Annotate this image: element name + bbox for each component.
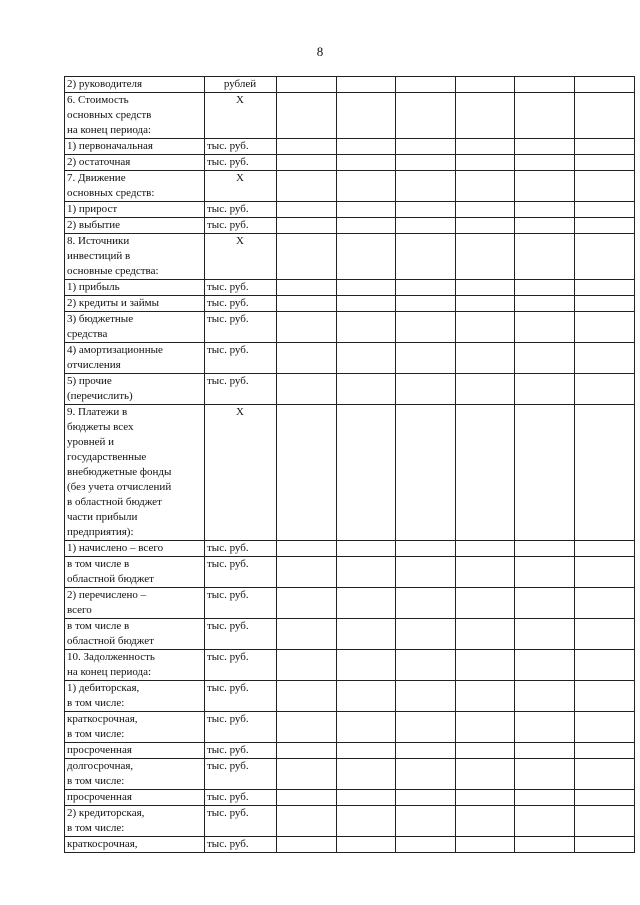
value-cell xyxy=(277,296,337,312)
value-cell xyxy=(574,557,634,588)
table-row xyxy=(65,218,635,234)
table-row xyxy=(65,93,635,139)
value-cell xyxy=(515,296,575,312)
value-cell xyxy=(336,155,396,171)
unit-cell: тыс. руб. xyxy=(205,296,277,312)
unit-cell: тыс. руб. xyxy=(205,681,277,712)
value-cell xyxy=(574,681,634,712)
unit-cell: тыс. руб. xyxy=(205,139,277,155)
indicator-name-line: основных средств xyxy=(67,109,152,121)
value-cell xyxy=(336,171,396,202)
indicator-name-line: инвестиций в xyxy=(67,250,131,262)
value-cell xyxy=(515,790,575,806)
indicator-name-cell xyxy=(65,588,205,619)
value-cell xyxy=(277,202,337,218)
indicator-name-cell xyxy=(65,77,205,93)
value-cell xyxy=(574,712,634,743)
indicator-name-line: краткосрочная, xyxy=(67,713,138,725)
unit-cell: тыс. руб. xyxy=(205,588,277,619)
indicator-name-line: в том числе: xyxy=(67,728,125,740)
indicator-name-line: (перечислить) xyxy=(67,390,133,402)
value-cell xyxy=(574,218,634,234)
value-cell xyxy=(396,312,456,343)
indicator-name-line: основные средства: xyxy=(67,265,159,277)
value-cell xyxy=(336,650,396,681)
indicator-name-line: (без учета отчислений xyxy=(67,481,172,493)
unit-cell: тыс. руб. xyxy=(205,743,277,759)
value-cell xyxy=(336,588,396,619)
indicator-name-line: в том числе: xyxy=(67,697,125,709)
value-cell xyxy=(277,759,337,790)
table-row xyxy=(65,234,635,280)
unit-cell: тыс. руб. xyxy=(205,374,277,405)
value-cell xyxy=(515,837,575,853)
indicator-name-cell xyxy=(65,171,205,202)
indicator-name-cell xyxy=(65,312,205,343)
value-cell xyxy=(277,93,337,139)
unit-cell: тыс. руб. xyxy=(205,280,277,296)
unit-cell: тыс. руб. xyxy=(205,218,277,234)
indicator-name-line: 4) амортизационные xyxy=(67,344,163,356)
value-cell xyxy=(396,405,456,541)
value-cell xyxy=(277,712,337,743)
indicator-name-cell xyxy=(65,343,205,374)
value-cell xyxy=(455,759,515,790)
table-row xyxy=(65,541,635,557)
value-cell xyxy=(455,557,515,588)
table-row xyxy=(65,405,635,541)
indicator-name-line: в том числе в xyxy=(67,620,130,632)
value-cell xyxy=(455,93,515,139)
table-row xyxy=(65,139,635,155)
value-cell xyxy=(455,171,515,202)
value-cell xyxy=(455,280,515,296)
value-cell xyxy=(336,837,396,853)
indicator-name-cell xyxy=(65,218,205,234)
value-cell xyxy=(574,405,634,541)
indicator-name-line: просроченная xyxy=(67,744,132,756)
table-row xyxy=(65,77,635,93)
indicator-name-line: 1) прибыль xyxy=(67,281,120,293)
value-cell xyxy=(515,806,575,837)
indicator-name-line: 7. Движение xyxy=(67,172,126,184)
indicator-name-line: отчисления xyxy=(67,359,121,371)
value-cell xyxy=(277,541,337,557)
table-row xyxy=(65,296,635,312)
value-cell xyxy=(336,557,396,588)
value-cell xyxy=(455,77,515,93)
indicator-name-line: 2) выбытие xyxy=(67,219,121,231)
value-cell xyxy=(396,650,456,681)
value-cell xyxy=(336,77,396,93)
value-cell xyxy=(336,93,396,139)
table-row xyxy=(65,202,635,218)
value-cell xyxy=(396,588,456,619)
indicator-name-line: 2) перечислено – xyxy=(67,589,147,601)
value-cell xyxy=(455,790,515,806)
indicator-name-line: 1) первоначальная xyxy=(67,140,153,152)
indicator-name-cell xyxy=(65,405,205,541)
indicator-name-line: в том числе: xyxy=(67,775,125,787)
indicator-name-cell xyxy=(65,712,205,743)
value-cell xyxy=(277,588,337,619)
indicator-name-line: государственные xyxy=(67,451,147,463)
value-cell xyxy=(515,743,575,759)
unit-cell: тыс. руб. xyxy=(205,650,277,681)
unit-cell: тыс. руб. xyxy=(205,155,277,171)
indicator-name-cell xyxy=(65,619,205,650)
indicator-name-line: средства xyxy=(67,328,108,340)
value-cell xyxy=(277,234,337,280)
value-cell xyxy=(336,759,396,790)
value-cell xyxy=(515,93,575,139)
indicator-name-cell xyxy=(65,541,205,557)
value-cell xyxy=(396,681,456,712)
value-cell xyxy=(455,405,515,541)
value-cell xyxy=(396,374,456,405)
unit-cell: тыс. руб. xyxy=(205,343,277,374)
value-cell xyxy=(574,759,634,790)
value-cell xyxy=(515,171,575,202)
value-cell xyxy=(277,343,337,374)
value-cell xyxy=(336,202,396,218)
value-cell xyxy=(396,234,456,280)
value-cell xyxy=(455,218,515,234)
value-cell xyxy=(277,155,337,171)
unit-cell: тыс. руб. xyxy=(205,541,277,557)
value-cell xyxy=(336,806,396,837)
value-cell xyxy=(336,790,396,806)
page-number: 8 xyxy=(316,44,324,59)
value-cell xyxy=(396,171,456,202)
value-cell xyxy=(455,650,515,681)
indicator-name-cell xyxy=(65,155,205,171)
value-cell xyxy=(574,312,634,343)
indicator-name-line: 1) начислено – всего xyxy=(67,542,164,554)
table-row xyxy=(65,759,635,790)
value-cell xyxy=(396,790,456,806)
value-cell xyxy=(336,218,396,234)
value-cell xyxy=(515,234,575,280)
value-cell xyxy=(396,806,456,837)
indicator-name-line: краткосрочная, xyxy=(67,838,138,850)
indicator-name-line: 2) остаточная xyxy=(67,156,131,168)
unit-cell: Х xyxy=(205,171,277,202)
indicator-name-cell xyxy=(65,93,205,139)
value-cell xyxy=(396,77,456,93)
value-cell xyxy=(396,619,456,650)
unit-cell: тыс. руб. xyxy=(205,712,277,743)
report-table-body xyxy=(65,77,635,853)
indicator-name-cell xyxy=(65,557,205,588)
value-cell xyxy=(515,139,575,155)
table-row xyxy=(65,588,635,619)
value-cell xyxy=(396,139,456,155)
indicator-name-line: всего xyxy=(67,604,92,616)
value-cell xyxy=(277,806,337,837)
value-cell xyxy=(515,619,575,650)
value-cell xyxy=(396,155,456,171)
value-cell xyxy=(574,541,634,557)
indicator-name-line: 2) кредиторская, xyxy=(67,807,145,819)
indicator-name-line: долгосрочная, xyxy=(67,760,134,772)
value-cell xyxy=(455,374,515,405)
indicator-name-cell xyxy=(65,296,205,312)
indicator-name-line: в областной бюджет xyxy=(67,496,162,508)
indicator-name-line: 8. Источники xyxy=(67,235,130,247)
indicator-name-line: на конец периода: xyxy=(67,124,152,136)
indicator-name-line: в том числе в xyxy=(67,558,130,570)
indicator-name-cell xyxy=(65,234,205,280)
value-cell xyxy=(515,343,575,374)
report-table xyxy=(64,76,635,853)
indicator-name-cell xyxy=(65,202,205,218)
table-row xyxy=(65,343,635,374)
indicator-name-line: областной бюджет xyxy=(67,573,154,585)
indicator-name-line: 3) бюджетные xyxy=(67,313,134,325)
value-cell xyxy=(277,405,337,541)
indicator-name-line: просроченная xyxy=(67,791,132,803)
table-row xyxy=(65,312,635,343)
value-cell xyxy=(336,343,396,374)
value-cell xyxy=(455,541,515,557)
value-cell xyxy=(396,712,456,743)
indicator-name-line: 9. Платежи в xyxy=(67,406,128,418)
value-cell xyxy=(336,234,396,280)
value-cell xyxy=(336,743,396,759)
indicator-name-line: предприятия): xyxy=(67,526,134,538)
value-cell xyxy=(277,557,337,588)
indicator-name-line: 1) прирост xyxy=(67,203,118,215)
unit-cell: тыс. руб. xyxy=(205,790,277,806)
value-cell xyxy=(515,650,575,681)
indicator-name-line: бюджеты всех xyxy=(67,421,134,433)
value-cell xyxy=(455,712,515,743)
value-cell xyxy=(455,743,515,759)
indicator-name-cell xyxy=(65,280,205,296)
value-cell xyxy=(455,312,515,343)
table-row xyxy=(65,280,635,296)
value-cell xyxy=(455,139,515,155)
value-cell xyxy=(277,743,337,759)
value-cell xyxy=(336,139,396,155)
value-cell xyxy=(574,650,634,681)
value-cell xyxy=(574,806,634,837)
value-cell xyxy=(574,588,634,619)
table-row xyxy=(65,806,635,837)
table-row xyxy=(65,743,635,759)
value-cell xyxy=(336,541,396,557)
value-cell xyxy=(455,155,515,171)
indicator-name-cell xyxy=(65,650,205,681)
value-cell xyxy=(574,619,634,650)
indicator-name-line: 10. Задолженность xyxy=(67,651,155,663)
value-cell xyxy=(277,650,337,681)
value-cell xyxy=(574,234,634,280)
indicator-name-cell xyxy=(65,139,205,155)
value-cell xyxy=(396,541,456,557)
value-cell xyxy=(336,280,396,296)
unit-cell: тыс. руб. xyxy=(205,202,277,218)
value-cell xyxy=(396,280,456,296)
value-cell xyxy=(277,312,337,343)
value-cell xyxy=(515,588,575,619)
value-cell xyxy=(574,790,634,806)
indicator-name-line: на конец периода: xyxy=(67,666,152,678)
value-cell xyxy=(574,374,634,405)
value-cell xyxy=(515,405,575,541)
value-cell xyxy=(396,759,456,790)
value-cell xyxy=(574,77,634,93)
unit-cell: тыс. руб. xyxy=(205,837,277,853)
value-cell xyxy=(574,202,634,218)
value-cell xyxy=(515,77,575,93)
unit-cell: тыс. руб. xyxy=(205,806,277,837)
value-cell xyxy=(396,343,456,374)
value-cell xyxy=(574,93,634,139)
value-cell xyxy=(277,681,337,712)
value-cell xyxy=(515,541,575,557)
table-row xyxy=(65,619,635,650)
indicator-name-cell xyxy=(65,806,205,837)
indicator-name-cell xyxy=(65,374,205,405)
value-cell xyxy=(336,619,396,650)
value-cell xyxy=(515,557,575,588)
table-row xyxy=(65,837,635,853)
value-cell xyxy=(396,93,456,139)
value-cell xyxy=(277,280,337,296)
value-cell xyxy=(336,374,396,405)
value-cell xyxy=(574,155,634,171)
value-cell xyxy=(515,374,575,405)
value-cell xyxy=(277,171,337,202)
indicator-name-line: 2) кредиты и займы xyxy=(67,297,160,309)
value-cell xyxy=(277,837,337,853)
table-row xyxy=(65,650,635,681)
value-cell xyxy=(455,681,515,712)
value-cell xyxy=(396,837,456,853)
value-cell xyxy=(515,312,575,343)
unit-cell: Х xyxy=(205,234,277,280)
table-row xyxy=(65,712,635,743)
value-cell xyxy=(277,218,337,234)
value-cell xyxy=(336,681,396,712)
value-cell xyxy=(574,280,634,296)
value-cell xyxy=(336,405,396,541)
value-cell xyxy=(515,712,575,743)
value-cell xyxy=(277,77,337,93)
value-cell xyxy=(396,218,456,234)
indicator-name-line: уровней и xyxy=(67,436,114,448)
value-cell xyxy=(515,280,575,296)
table-row xyxy=(65,681,635,712)
indicator-name-line: внебюджетные фонды xyxy=(67,466,172,478)
indicator-name-line: 5) прочие xyxy=(67,375,112,387)
indicator-name-cell xyxy=(65,681,205,712)
value-cell xyxy=(396,557,456,588)
indicator-name-cell xyxy=(65,759,205,790)
value-cell xyxy=(574,139,634,155)
table-row xyxy=(65,790,635,806)
indicator-name-cell xyxy=(65,837,205,853)
unit-cell: тыс. руб. xyxy=(205,759,277,790)
value-cell xyxy=(515,759,575,790)
unit-cell: тыс. руб. xyxy=(205,619,277,650)
value-cell xyxy=(336,312,396,343)
value-cell xyxy=(455,588,515,619)
value-cell xyxy=(574,343,634,374)
unit-cell: рублей xyxy=(205,77,277,93)
unit-cell: Х xyxy=(205,93,277,139)
indicator-name-line: основных средств: xyxy=(67,187,155,199)
indicator-name-line: части прибыли xyxy=(67,511,138,523)
value-cell xyxy=(574,296,634,312)
value-cell xyxy=(277,790,337,806)
value-cell xyxy=(336,712,396,743)
value-cell xyxy=(574,743,634,759)
value-cell xyxy=(336,296,396,312)
value-cell xyxy=(455,619,515,650)
table-row xyxy=(65,171,635,202)
value-cell xyxy=(396,743,456,759)
value-cell xyxy=(515,218,575,234)
value-cell xyxy=(455,343,515,374)
table-row xyxy=(65,155,635,171)
value-cell xyxy=(574,171,634,202)
value-cell xyxy=(455,837,515,853)
value-cell xyxy=(455,202,515,218)
indicator-name-line: 1) дебиторская, xyxy=(67,682,140,694)
unit-cell: тыс. руб. xyxy=(205,312,277,343)
indicator-name-line: 6. Стоимость xyxy=(67,94,129,106)
value-cell xyxy=(277,619,337,650)
value-cell xyxy=(515,155,575,171)
value-cell xyxy=(455,296,515,312)
unit-cell: тыс. руб. xyxy=(205,557,277,588)
indicator-name-cell xyxy=(65,790,205,806)
value-cell xyxy=(515,202,575,218)
value-cell xyxy=(574,837,634,853)
table-row xyxy=(65,374,635,405)
indicator-name-line: областной бюджет xyxy=(67,635,154,647)
unit-cell: Х xyxy=(205,405,277,541)
value-cell xyxy=(396,296,456,312)
indicator-name-cell xyxy=(65,743,205,759)
value-cell xyxy=(455,234,515,280)
indicator-name-line: в том числе: xyxy=(67,822,125,834)
table-row xyxy=(65,557,635,588)
value-cell xyxy=(277,374,337,405)
value-cell xyxy=(396,202,456,218)
value-cell xyxy=(277,139,337,155)
value-cell xyxy=(455,806,515,837)
value-cell xyxy=(515,681,575,712)
indicator-name-line: 2) руководителя xyxy=(67,78,143,90)
